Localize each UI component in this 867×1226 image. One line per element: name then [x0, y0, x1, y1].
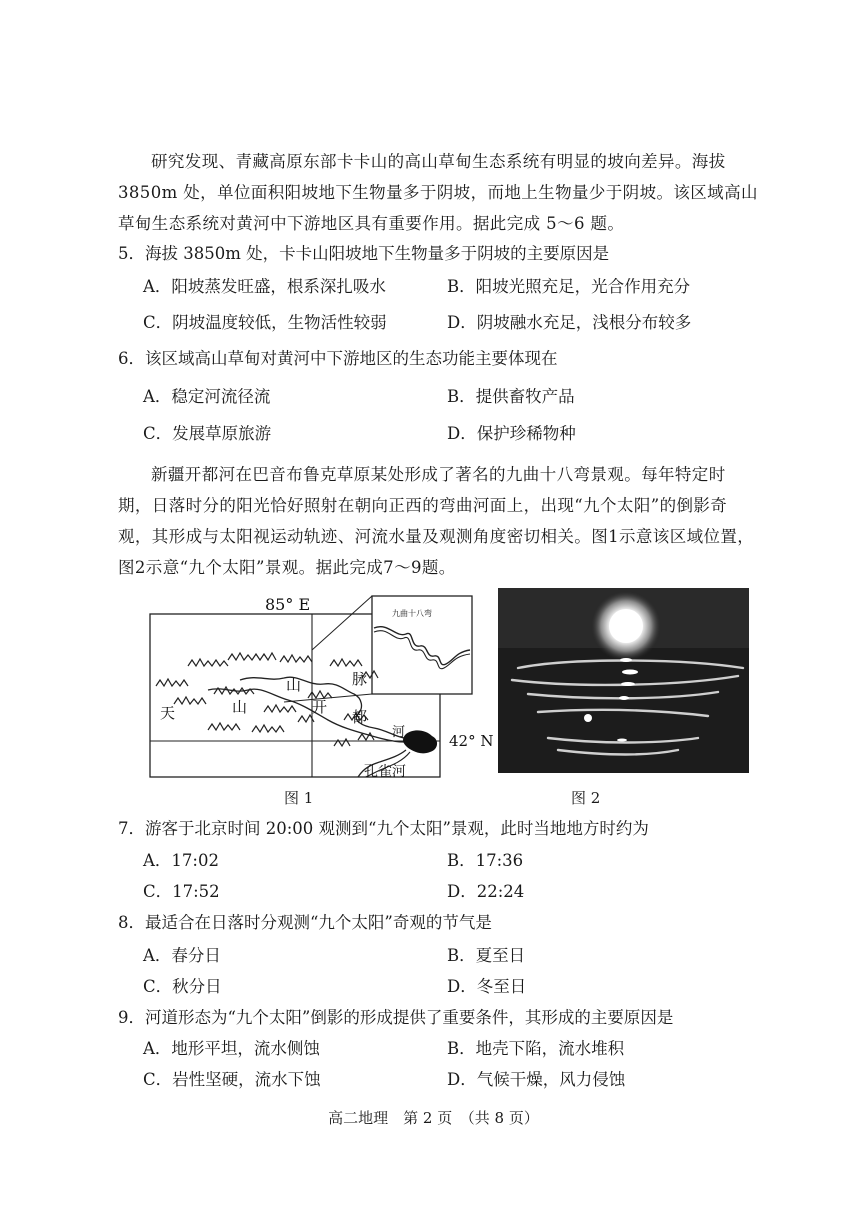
label-kongque-river: 孔雀河 [364, 764, 406, 780]
question-8-option-d: D．冬至日 [447, 977, 527, 996]
question-9-stem: 9．河道形态为“九个太阳”倒影的形成提供了重要条件，其形成的主要原因是 [118, 1008, 674, 1027]
question-6-option-b: B．提供畜牧产品 [447, 387, 575, 406]
question-6-stem: 6．该区域高山草甸对黄河中下游地区的生态功能主要体现在 [118, 349, 558, 368]
question-9-option-b: B．地壳下陷，流水堆积 [447, 1039, 625, 1058]
question-8-stem: 8．最适合在日落时分观测“九个太阳”奇观的节气是 [118, 913, 492, 932]
question-8-option-a: A．春分日 [143, 946, 221, 965]
label-tian: 天 [160, 704, 176, 722]
question-7-option-b: B．17:36 [447, 851, 524, 870]
intro-paragraph-2: 新疆开都河在巴音布鲁克草原某处形成了著名的九曲十八弯景观。每年特定时期，日落时分的阳光恰好照射在朝向正西的弯曲河面上，出现“九个太阳”的倒影奇观，其形成与太阳视运动轨迹、河流水量及观测角度密切相关。图1示意该区域位置，图2示意“九个太阳”景观。据此完成7～9题。 [118, 465, 755, 577]
label-shan-2: 山 [286, 676, 302, 694]
label-shan-1: 山 [232, 698, 248, 716]
latitude-label: 42° N [449, 732, 494, 750]
figure-2-photo [498, 588, 749, 773]
figure-1-map [148, 590, 494, 780]
page-footer: 高二地理 第 2 页 （共 8 页） [328, 1109, 539, 1127]
longitude-label: 85° E [265, 595, 311, 614]
question-6-option-c: C．发展草原旅游 [143, 424, 272, 443]
question-5-option-b: B．阳坡光照充足，光合作用充分 [447, 277, 691, 296]
intro-paragraph-1: 研究发现、青藏高原东部卡卡山的高山草甸生态系统有明显的坡向差异。海拔 3850m 处，单位面积阳坡地下生物量多于阴坡，而地上生物量少于阴坡。该区域高山草甸生态系统对黄河中下游地区具有重要作用。据此完成 5～6 题。 [118, 152, 758, 233]
inset-label: 九曲十八弯 [392, 609, 432, 618]
question-7-option-d: D．22:24 [447, 882, 525, 901]
question-9-option-d: D．气候干燥，风力侵蚀 [447, 1070, 626, 1089]
question-8-option-c: C．秋分日 [143, 977, 222, 996]
nine-suns-image [498, 588, 749, 773]
label-mai: 脉 [352, 670, 368, 688]
question-6-option-a: A．稳定河流径流 [143, 387, 271, 406]
figure-1-caption: 图 1 [284, 789, 314, 807]
label-du: 都 [352, 708, 368, 726]
question-5-option-d: D．阴坡融水充足，浅根分布较多 [447, 313, 692, 332]
question-7-option-c: C．17:52 [143, 882, 220, 901]
label-he: 河 [392, 725, 406, 740]
figure-2-caption: 图 2 [571, 789, 601, 807]
question-6-option-d: D．保护珍稀物种 [447, 424, 576, 443]
question-5-option-c: C．阴坡温度较低，生物活性较弱 [143, 313, 387, 332]
question-9-option-c: C．岩性坚硬，流水下蚀 [143, 1070, 321, 1089]
question-8-option-b: B．夏至日 [447, 946, 526, 965]
question-5-option-a: A．阳坡蒸发旺盛，根系深扎吸水 [143, 277, 386, 296]
question-7-stem: 7．游客于北京时间 20:00 观测到“九个太阳”景观，此时当地地方时约为 [118, 819, 649, 838]
question-5-stem: 5．海拔 3850m 处，卡卡山阳坡地下生物量多于阴坡的主要原因是 [118, 244, 610, 263]
question-7-option-a: A．17:02 [143, 851, 219, 870]
label-kai: 开 [312, 698, 328, 716]
question-9-option-a: A．地形平坦，流水侧蚀 [143, 1039, 320, 1058]
